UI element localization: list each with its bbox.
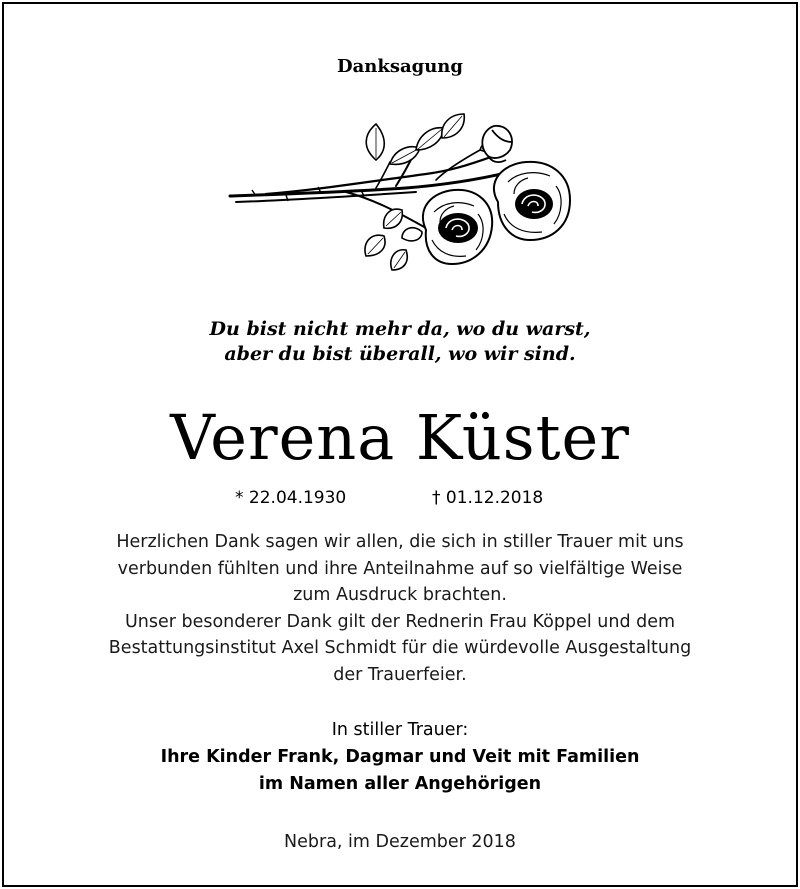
- deceased-name: Verena Küster: [170, 401, 630, 474]
- text-line: Herzlichen Dank sagen wir allen, die sich in stiller Trauer mit uns: [116, 532, 684, 552]
- mourners-block: [4, 717, 796, 798]
- quote-line: aber du bist überall, wo wir sind.: [224, 343, 576, 365]
- text-line: Unser besonderer Dank gilt der Rednerin Frau Köppel und dem: [124, 611, 676, 632]
- death-date: † 01.12.2018: [432, 488, 544, 508]
- mourners-line: im Namen aller Angehörigen: [258, 774, 542, 794]
- text-line: Bestattungsinstitut Axel Schmidt für die würdevolle Ausgestaltung: [108, 638, 692, 658]
- text-line: verbunden fühlten und ihre Anteilnahme auf so vielfältige Weise: [117, 558, 683, 579]
- mourning-intro: In stiller Trauer:: [331, 720, 469, 740]
- two-roses-icon: [226, 110, 588, 280]
- quote-line: Du bist nicht mehr da, wo du warst,: [209, 318, 591, 340]
- text-line: zum Ausdruck brachten.: [293, 585, 507, 605]
- memorial-quote: [4, 317, 796, 367]
- place-and-date: Nebra, im Dezember 2018: [284, 832, 516, 852]
- thank-you-text: [4, 529, 796, 688]
- obituary-notice-frame: [2, 2, 798, 887]
- notice-heading: Danksagung: [337, 56, 463, 77]
- text-line: der Trauerfeier.: [333, 664, 467, 685]
- birth-date: * 22.04.1930: [235, 488, 347, 508]
- mourners-line: Ihre Kinder Frank, Dagmar und Veit mit Familien: [160, 747, 640, 767]
